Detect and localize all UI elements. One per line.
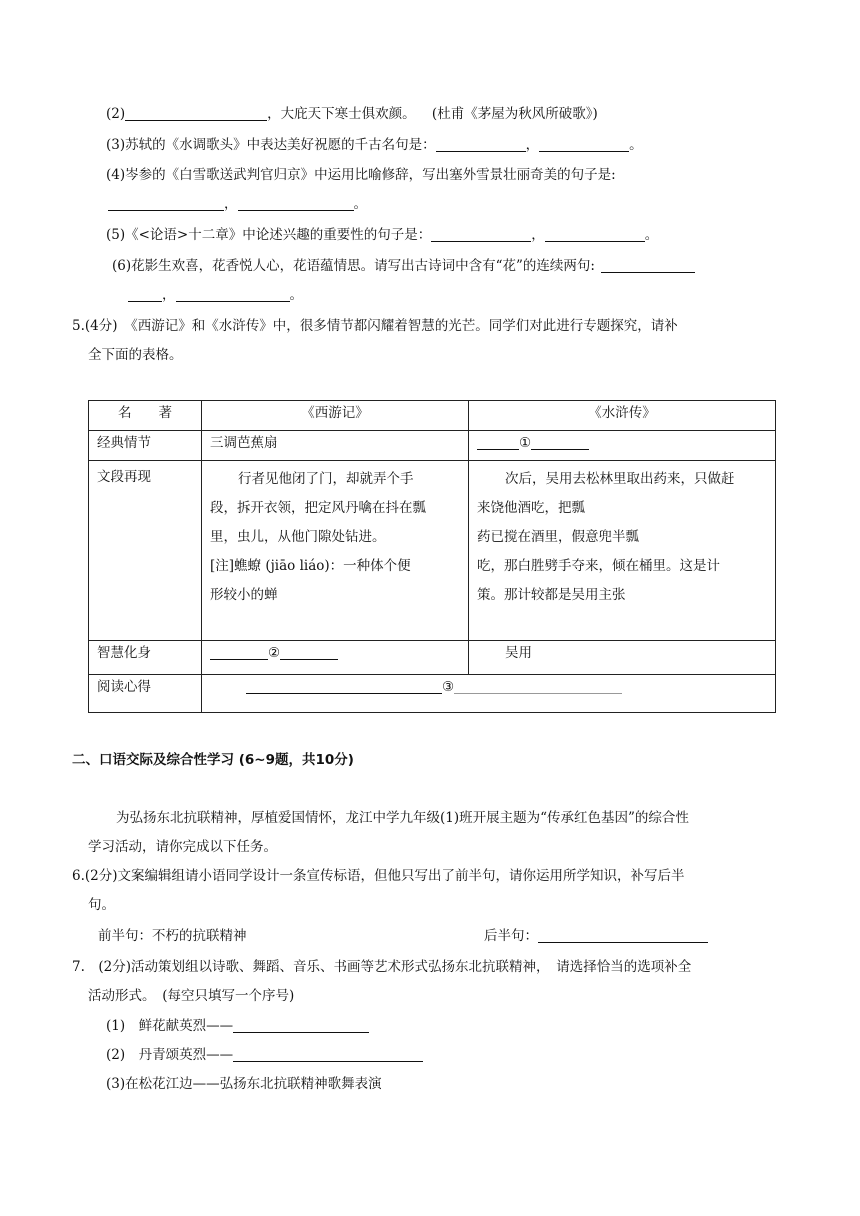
reflection-cell [202,675,776,713]
xiyouji-plot: 三调芭蕉扇 [202,431,469,461]
answer-blank[interactable] [454,679,622,694]
q6-line1: 6.(2分)文案编辑组请小语同学设计一条宣传标语，但他只写出了前半句，请你运用所学知识，补写后半 [72,868,685,884]
punct: 。 [644,227,659,243]
q6-back-label: 后半句： [484,928,538,944]
answer-blank[interactable] [128,287,162,302]
row-label-plot: 经典情节 [89,431,202,461]
novels-table [88,400,776,713]
q4-item2-num: (2) [106,106,126,122]
row-label-wisdom: 智慧化身 [89,641,202,675]
answer-blank[interactable] [280,645,338,660]
excerpt-line: 段，拆开衣领，把定风丹噙在抖在瓢 [210,500,426,516]
q4-item6-answer [128,287,303,303]
punct: ， [162,287,176,303]
q7-item1-text: (1) 鲜花献英烈—— [106,1018,234,1034]
punct: ， [531,227,545,243]
answer-blank[interactable] [436,137,526,152]
q4-item5-text: (5)《<论语>十二章》中论述兴趣的重要性的句子是： [106,227,432,243]
answer-blank[interactable] [233,1047,423,1062]
shuihu-wisdom: 吴用 [469,641,776,675]
excerpt-line: 来饶他酒吃，把瓢 [477,500,585,516]
blank-marker-3: ③ [442,679,455,695]
header-xiyouji: 《西游记》 [202,401,469,431]
excerpt-line: 形较小的蝉 [210,587,278,603]
answer-blank[interactable] [601,258,695,273]
q7-item3: (3)在松花江边——弘扬东北抗联精神歌舞表演 [106,1076,382,1092]
q4-item2-text: ，大庇天下寒士俱欢颜。 [267,106,416,122]
answer-blank[interactable] [238,196,354,211]
excerpt-line: 吃，那白胜劈手夺来，倾在桶里。这是计 [477,558,720,574]
q4-item3-text: (3)苏轼的《水调歌头》中表达美好祝愿的千古名句是： [106,137,436,153]
punct: ， [525,137,540,153]
q7-item1 [106,1018,369,1034]
q4-item6-text: (6)花影生欢喜，花香悦人心，花语蕴情思。请写出古诗词中含有“花”的连续两句: [112,258,595,274]
punct: 。 [629,137,643,153]
q4-item3 [106,137,643,153]
excerpt-line: 行者见他闭了门，却就弄个手 [238,471,414,487]
xiyouji-wisdom-cell [202,641,469,675]
section-heading: 二、口语交际及综合性学习 (6~9题，共10分) [72,752,354,768]
q5-line2: 全下面的表格。 [88,347,183,363]
answer-blank[interactable] [176,287,290,302]
answer-blank[interactable] [108,196,224,211]
punct: 。 [353,196,367,212]
answer-blank[interactable] [233,1018,369,1033]
answer-blank[interactable] [545,227,645,242]
q4-item6 [112,258,695,274]
row-label-excerpt: 文段再现 [89,461,202,641]
xiyouji-excerpt [202,461,469,641]
answer-blank[interactable] [531,435,589,450]
intro-line1: 为弘扬东北抗联精神，厚植爱国情怀，龙江中学九年级(1)班开展主题为“传承红色基因”的综合性 [116,810,689,826]
answer-blank[interactable] [538,928,708,943]
answer-blank[interactable] [431,227,531,242]
header-shuihu: 《水浒传》 [469,401,776,431]
row-label-reflection: 阅读心得 [89,675,202,713]
q7-item2-text: (2) 丹青颂英烈—— [106,1047,234,1063]
q4-item4 [106,167,616,183]
blank-marker-2: ② [268,645,281,661]
punct: 。 [289,287,303,303]
q4-item2-source: (杜甫《茅屋为秋风所破歌》) [431,106,598,122]
q7-line2: 活动形式。 (每空只填写一个序号) [88,988,295,1004]
q7-line1: 7. (2分)活动策划组以诗歌、舞蹈、音乐、书画等艺术形式弘扬东北抗联精神， 请选择恰当的选项补全 [72,959,692,975]
answer-blank[interactable] [210,645,268,660]
excerpt-note: [注]蟭蟟 (jiāo liáo)：一种体个便 [210,558,411,574]
punct: ， [224,196,238,212]
header-title: 名 著 [89,401,202,431]
q6-front: 前半句：不朽的抗联精神 [98,928,247,944]
q6-back [484,928,708,944]
excerpt-line: 里，虫儿，从他门隙处钻进。 [210,529,386,545]
q4-item2 [106,106,598,122]
excerpt-line: 策。那计较都是吴用主张 [477,587,626,603]
answer-blank[interactable] [539,137,629,152]
q4-item4-text: (4)岑参的《白雪歌送武判官归京》中运用比喻修辞，写出塞外雪景壮丽奇美的句子是: [106,167,616,183]
answer-blank[interactable] [477,435,519,450]
q5-line1: 5.(4分) 《西游记》和《水浒传》中，很多情节都闪耀着智慧的光芒。同学们对此进行专题探究，请补 [72,318,678,334]
intro-line2: 学习活动，请你完成以下任务。 [88,839,277,855]
q7-item2 [106,1047,423,1063]
answer-blank[interactable] [246,679,442,694]
excerpt-line: 次后，吴用去松林里取出药来，只做赶 [505,471,735,487]
q6-line2: 句。 [88,897,115,913]
q4-item5 [106,227,658,243]
q4-item4-answer [108,196,367,212]
blank-marker-1: ① [519,435,532,451]
answer-blank[interactable] [125,106,267,121]
shuihu-excerpt [469,461,776,641]
excerpt-line: 药已搅在酒里，假意兜半瓢 [477,529,639,545]
shuihu-plot-cell [469,431,776,461]
